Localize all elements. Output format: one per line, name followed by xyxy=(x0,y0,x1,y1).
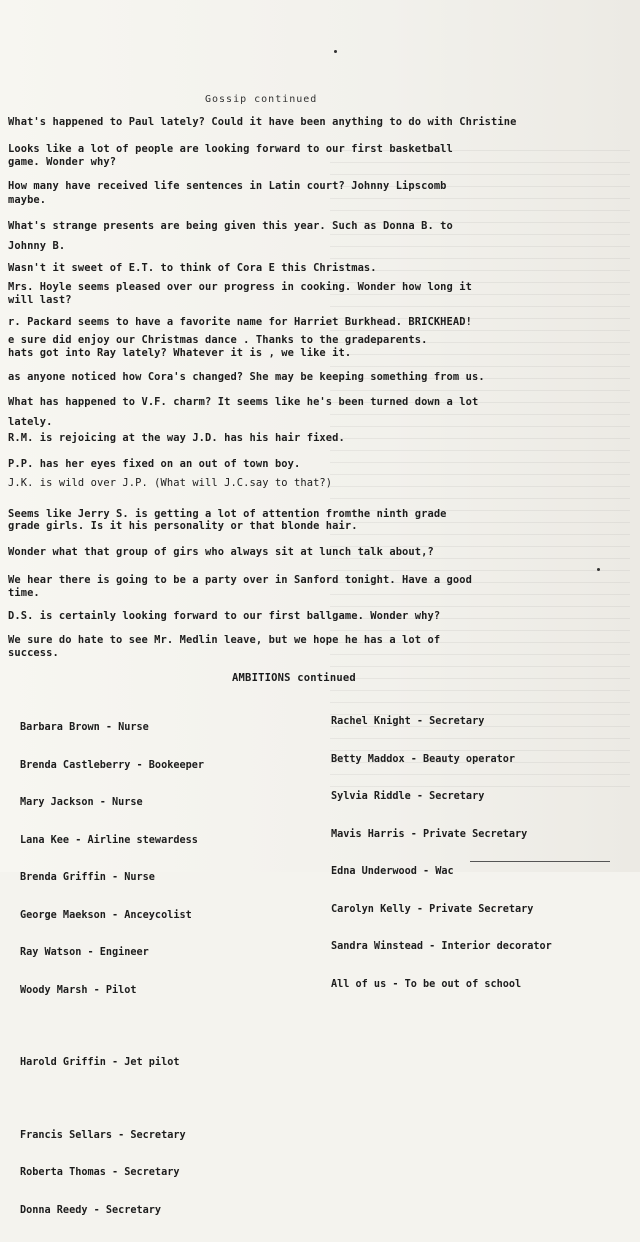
ambition-entry: Roberta Thomas - Secretary xyxy=(20,1167,180,1178)
gossip-line: will last? xyxy=(8,294,72,306)
ink-speck xyxy=(597,568,600,571)
ambition-entry: Mavis Harris - Private Secretary xyxy=(331,828,528,840)
ambitions-heading: AMBITIONS continued xyxy=(232,672,356,684)
ambition-entry: Sylvia Riddle - Secretary xyxy=(331,791,485,802)
ambition-entry: All of us - To be out of school xyxy=(331,978,522,990)
gossip-line: e sure did enjoy our Christmas dance . Thanks to the gradeparents. xyxy=(8,334,428,346)
ambition-entry: Harold Griffin - Jet pilot xyxy=(20,1057,180,1068)
ambition-entry: Rachel Knight - Secretary xyxy=(331,716,485,727)
ambition-entry: Woody Marsh - Pilot xyxy=(20,984,137,996)
gossip-line: Johnny B. xyxy=(8,240,66,252)
ambition-entry: Brenda Griffin - Nurse xyxy=(20,872,155,883)
ambition-entry: Brenda Castleberry - Bookeeper xyxy=(20,759,205,771)
gossip-line: Wasn't it sweet of E.T. to think of Cora E this Christmas. xyxy=(8,262,377,274)
gossip-line: What has happened to V.F. charm? It seems like he's been turned down a lot xyxy=(8,396,479,408)
gossip-line: How many have received life sentences in Latin court? Johnny Lipscomb xyxy=(8,180,447,192)
gossip-line: time. xyxy=(8,587,40,599)
ink-speck xyxy=(334,50,337,53)
gossip-line: Seems like Jerry S. is getting a lot of attention fromthe ninth grade xyxy=(8,508,447,520)
gossip-line: What's strange presents are being given this year. Such as Donna B. to xyxy=(8,220,453,232)
gossip-line: J.K. is wild over J.P. (What will J.C.say to that?) xyxy=(8,477,333,489)
ambition-entry: Francis Sellars - Secretary xyxy=(20,1129,186,1141)
spacer xyxy=(20,1095,204,1105)
gossip-line: We hear there is going to be a party over in Sanford tonight. Have a good xyxy=(8,574,472,586)
ambition-entry: Betty Maddox - Beauty operator xyxy=(331,753,516,765)
ambitions-right-column xyxy=(331,691,552,1016)
ambitions-left-column xyxy=(20,697,204,1242)
page-title: Gossip continued xyxy=(205,94,318,105)
gossip-line: lately. xyxy=(8,416,53,428)
gossip-line: D.S. is certainly looking forward to our first ballgame. Wonder why? xyxy=(8,610,441,622)
gossip-line: Looks like a lot of people are looking forward to our first basketball xyxy=(8,143,453,155)
gossip-line: maybe. xyxy=(8,194,47,206)
gossip-line: Mrs. Hoyle seems pleased over our progress in cooking. Wonder how long it xyxy=(8,281,472,293)
gossip-line: game. Wonder why? xyxy=(8,156,117,168)
ambition-entry: Barbara Brown - Nurse xyxy=(20,722,149,733)
gossip-line: grade girls. Is it his personality or that blonde hair. xyxy=(8,520,358,532)
ambition-entry: George Maekson - Anceycolist xyxy=(20,909,192,921)
gossip-line: hats got into Ray lately? Whatever it is , we like it. xyxy=(8,347,352,359)
ambition-entry: Mary Jackson - Nurse xyxy=(20,797,143,808)
gossip-line: What's happened to Paul lately? Could it have been anything to do with Christine xyxy=(8,116,517,128)
cut-off-footer-line xyxy=(470,861,610,870)
gossip-line: We sure do hate to see Mr. Medlin leave, but we hope he has a lot of xyxy=(8,634,441,646)
gossip-line: P.P. has her eyes fixed on an out of town boy. xyxy=(8,458,301,470)
ambition-entry: Edna Underwood - Wac xyxy=(331,866,454,877)
ambition-entry: Donna Reedy - Secretary xyxy=(20,1204,162,1216)
gossip-line: r. Packard seems to have a favorite name for Harriet Burkhead. BRICKHEAD! xyxy=(8,316,472,328)
gossip-line: success. xyxy=(8,647,59,659)
spacer xyxy=(20,1022,204,1032)
ambition-entry: Carolyn Kelly - Private Secretary xyxy=(331,903,534,915)
gossip-line: as anyone noticed how Cora's changed? She may be keeping something from us. xyxy=(8,371,485,383)
ambition-entry: Sandra Winstead - Interior decorator xyxy=(331,941,552,952)
ambition-entry: Lana Kee - Airline stewardess xyxy=(20,834,198,846)
gossip-line: Wonder what that group of girs who always sit at lunch talk about,? xyxy=(8,546,434,558)
ambition-entry: Ray Watson - Engineer xyxy=(20,947,149,958)
gossip-line: R.M. is rejoicing at the way J.D. has his hair fixed. xyxy=(8,432,345,444)
